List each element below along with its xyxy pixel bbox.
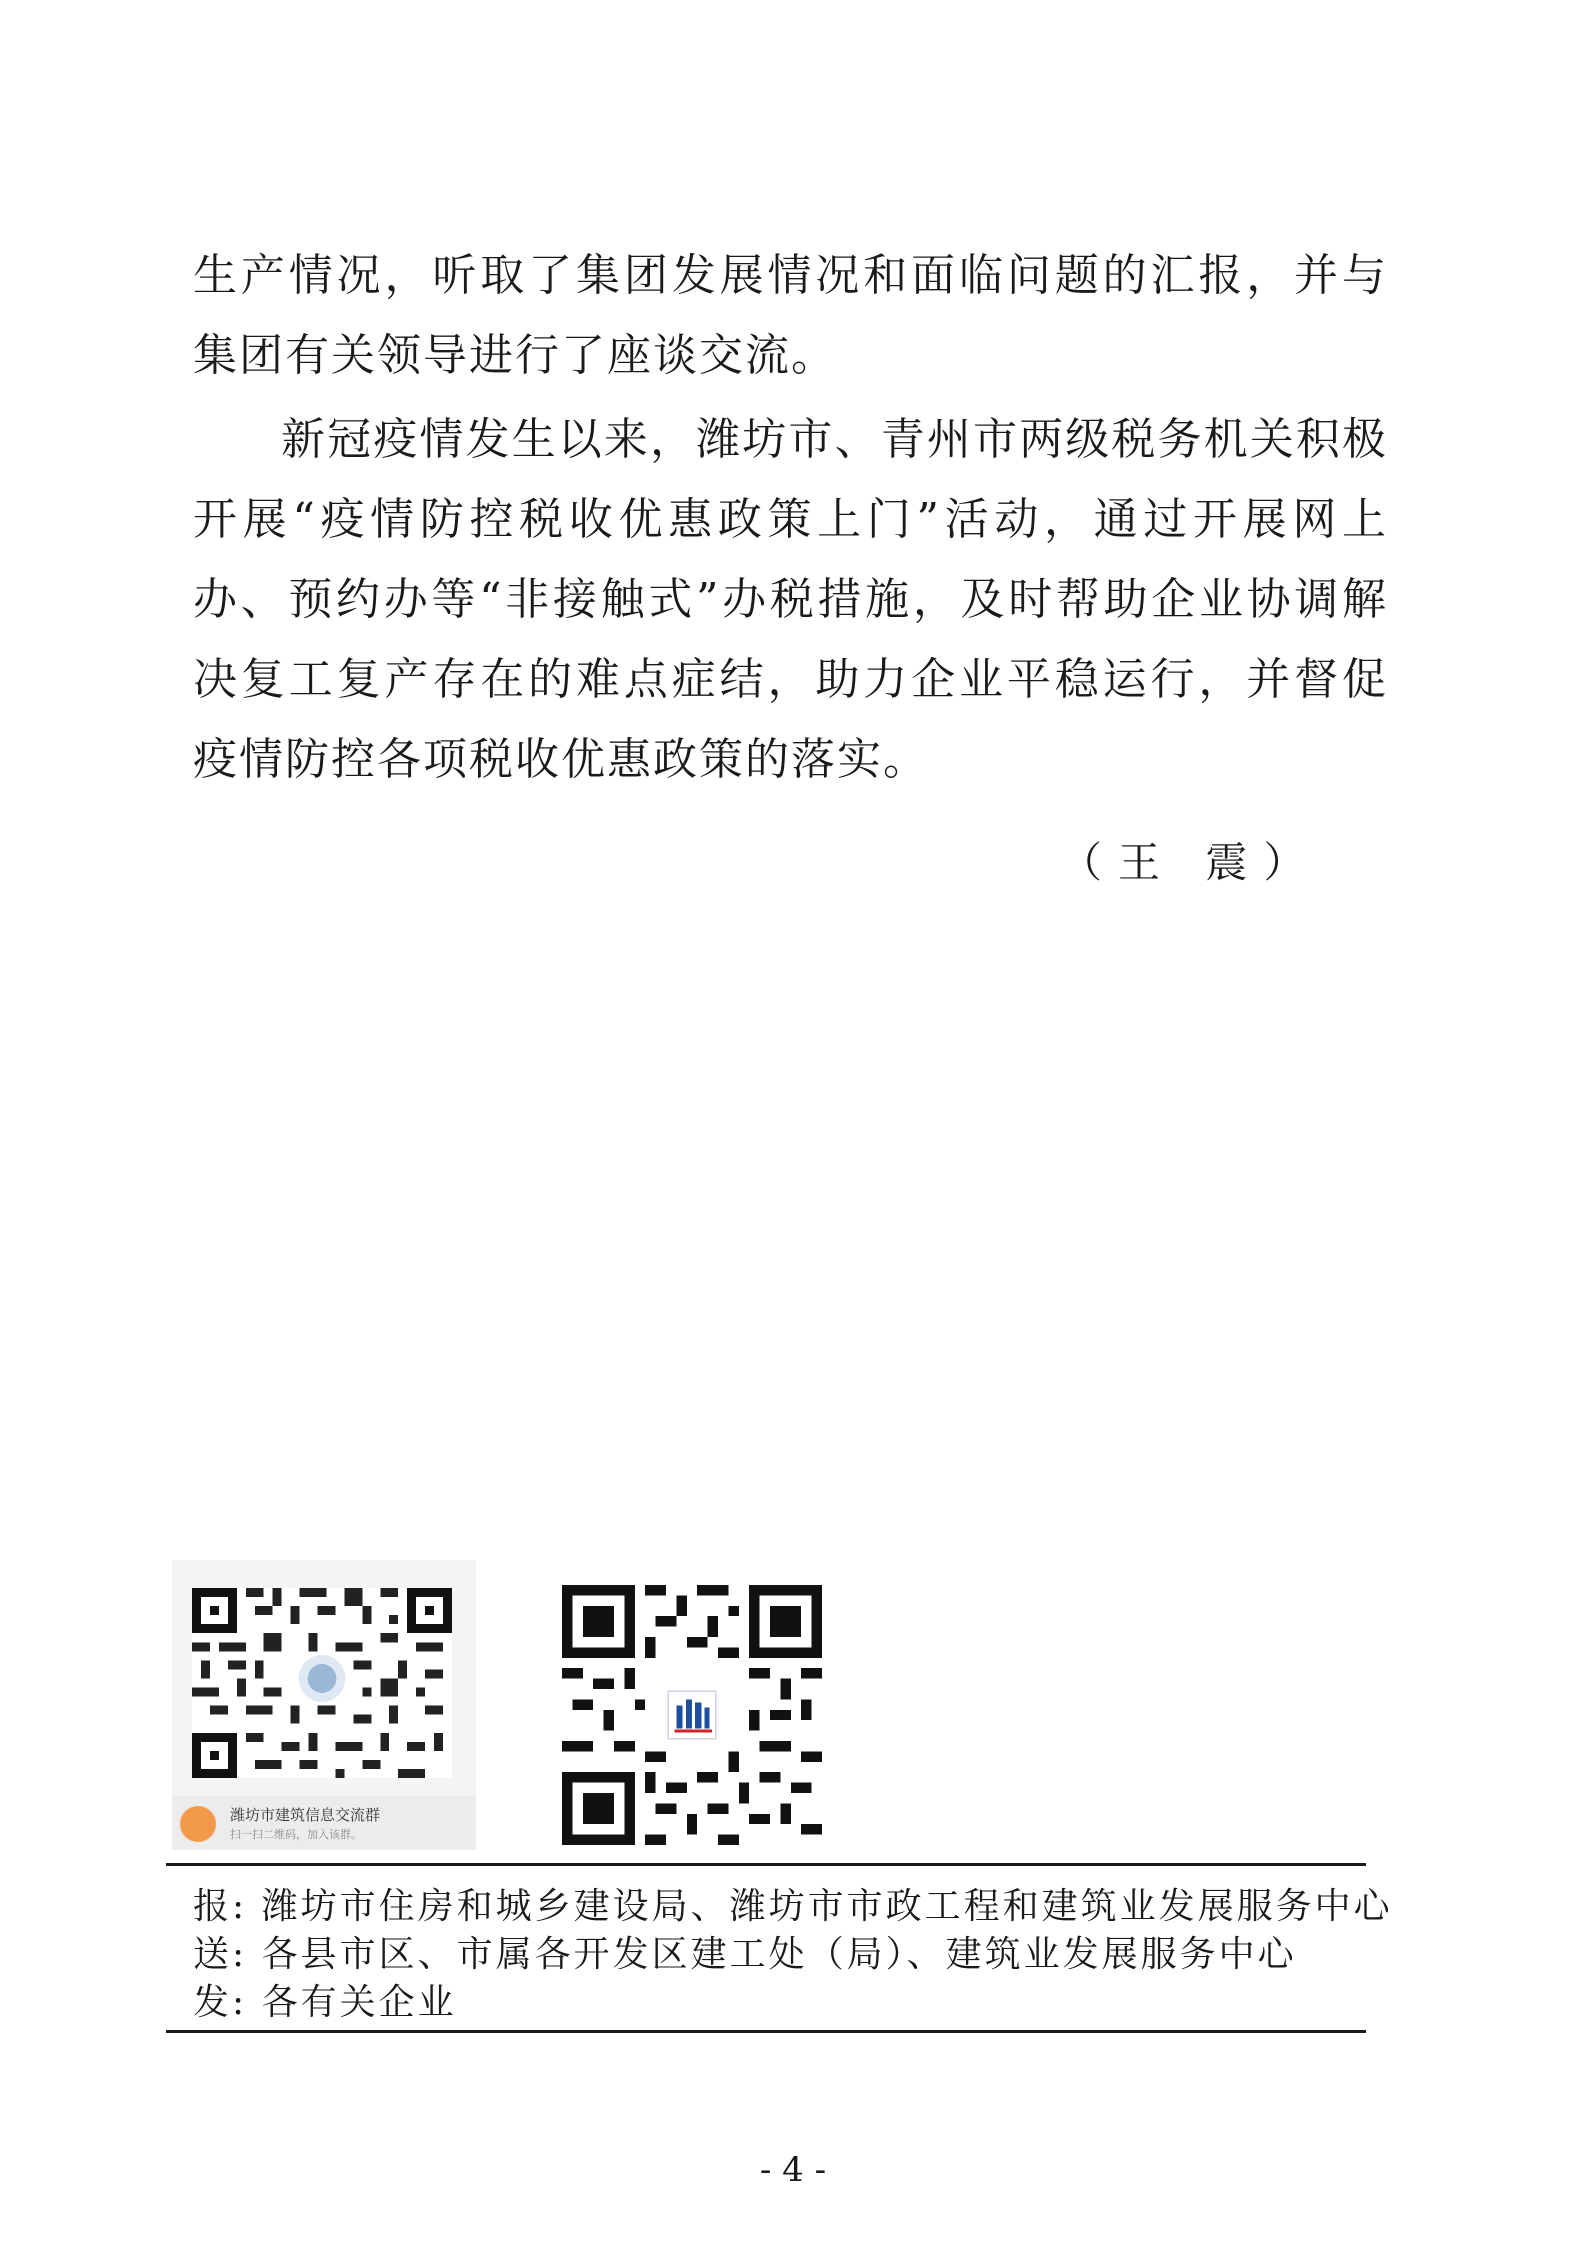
issue-to: 各有关企业 bbox=[261, 1982, 457, 2023]
report-to: 潍坊市住房和城乡建设局、潍坊市市政工程和建筑业发展服务中心 bbox=[261, 1886, 1393, 1927]
issue-label: 发: bbox=[193, 1982, 248, 2023]
distribution-report-row bbox=[193, 1883, 1393, 1931]
page-number: - 4 - bbox=[759, 2150, 827, 2190]
send-label: 送: bbox=[193, 1934, 248, 1975]
author-signature: （王 震） bbox=[1060, 838, 1322, 887]
building-logo-icon bbox=[668, 1691, 716, 1739]
paragraph-tax-measures: 新冠疫情发生以来，潍坊市、青州市两级税务机关积极开展“疫情防控税收优惠政策上门”活动，通过开展网上办、预约办等“非接触式”办税措施，及时帮助企业协调解决复工复产存在的难点症结，助力企业平稳运行，并督促疫情防控各项税收优惠政策的落实。 bbox=[193, 414, 1388, 785]
official-account-qr-code bbox=[562, 1585, 822, 1845]
group-qr-footer bbox=[172, 1796, 476, 1850]
distribution-bottom-rule bbox=[166, 2030, 1366, 2033]
group-qr-code bbox=[192, 1588, 452, 1778]
body-text bbox=[193, 236, 1388, 800]
report-label: 报: bbox=[193, 1886, 248, 1927]
distribution-send-row bbox=[193, 1931, 1393, 1979]
paragraph-continued: 生产情况，听取了集团发展情况和面临问题的汇报，并与集团有关领导进行了座谈交流。 bbox=[193, 250, 1388, 381]
briefcase-icon bbox=[180, 1806, 216, 1842]
distribution-top-rule bbox=[166, 1863, 1366, 1866]
distribution-issue-row bbox=[193, 1979, 1393, 2027]
distribution-list bbox=[193, 1883, 1393, 2027]
group-qr-subtitle: 扫一扫二维码，加入该群。 bbox=[230, 1828, 362, 1841]
send-to: 各县市区、市属各开发区建工处（局）、建筑业发展服务中心 bbox=[261, 1934, 1297, 1975]
group-qr-title: 潍坊市建筑信息交流群 bbox=[230, 1806, 381, 1824]
group-qr-card bbox=[172, 1560, 476, 1850]
